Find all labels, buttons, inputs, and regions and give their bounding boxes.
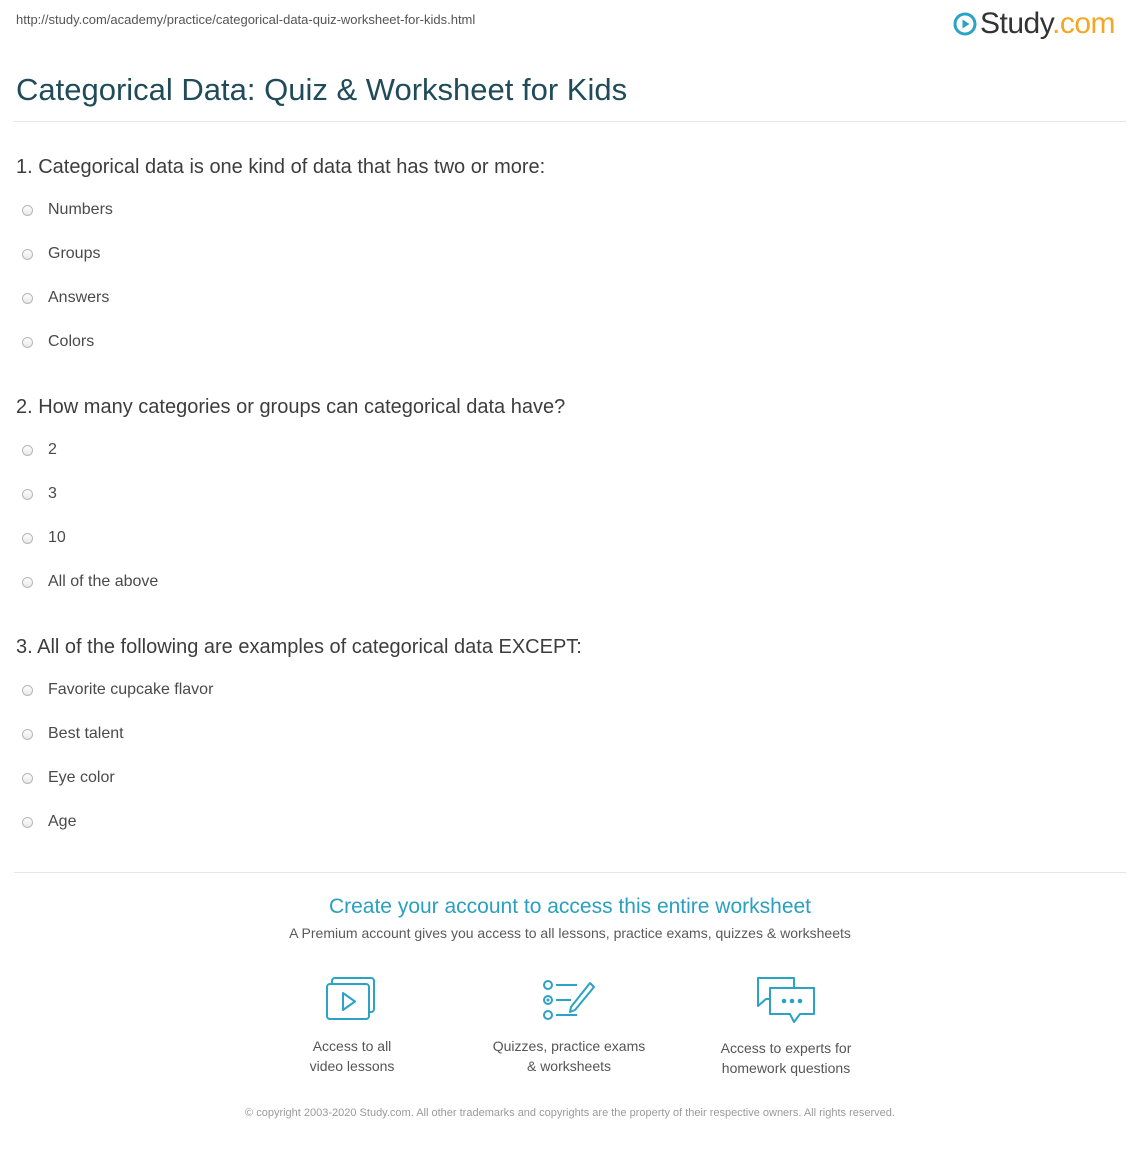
radio-button[interactable]	[22, 489, 33, 500]
divider	[14, 872, 1126, 873]
quiz-checklist-icon	[541, 975, 597, 1025]
chat-bubbles-icon	[754, 975, 818, 1027]
feature-label: Quizzes, practice exams & worksheets	[492, 1038, 646, 1074]
radio-button[interactable]	[22, 729, 33, 740]
video-lessons-icon	[324, 975, 380, 1025]
radio-button[interactable]	[22, 249, 33, 260]
page-url: http://study.com/academy/practice/categorical-data-quiz-worksheet-for-kids.html	[16, 12, 476, 27]
q3-option-3[interactable]: Eye color	[22, 766, 115, 790]
logo-text: Study.com	[979, 7, 1115, 40]
feature-label: Access to all video lessons	[309, 1038, 395, 1074]
radio-button[interactable]	[22, 293, 33, 304]
radio-button[interactable]	[22, 577, 33, 588]
page-title: Categorical Data: Quiz & Worksheet for Kids	[16, 72, 628, 107]
radio-button[interactable]	[22, 773, 33, 784]
question-3-text: 3. All of the following are examples of categorical data EXCEPT:	[16, 636, 582, 658]
study-logo[interactable]	[953, 6, 1115, 42]
play-circle-icon	[953, 12, 977, 36]
q1-option-2[interactable]: Groups	[22, 242, 100, 266]
q2-option-2[interactable]: 3	[22, 482, 57, 506]
q3-option-4[interactable]: Age	[22, 810, 76, 834]
radio-button[interactable]	[22, 533, 33, 544]
feature-quizzes	[469, 975, 669, 1076]
q2-option-4[interactable]: All of the above	[22, 570, 158, 594]
radio-button[interactable]	[22, 205, 33, 216]
divider	[14, 121, 1126, 122]
feature-label: Access to experts for homework questions	[720, 1040, 852, 1076]
create-account-link[interactable]: Create your account to access this entire worksheet	[328, 895, 812, 918]
q1-option-1[interactable]: Numbers	[22, 198, 113, 222]
q3-option-2[interactable]: Best talent	[22, 722, 124, 746]
radio-button[interactable]	[22, 445, 33, 456]
q1-option-3[interactable]: Answers	[22, 286, 109, 310]
copyright-text: © copyright 2003-2020 Study.com. All other trademarks and copyrights are the property of their respective owners. All rights reserved.	[245, 1107, 895, 1119]
premium-description: A Premium account gives you access to all lessons, practice exams, quizzes & worksheets	[289, 925, 851, 941]
feature-video-lessons	[252, 975, 452, 1076]
q1-option-4[interactable]: Colors	[22, 330, 94, 354]
q3-option-1[interactable]: Favorite cupcake flavor	[22, 678, 213, 702]
feature-experts	[686, 975, 886, 1078]
question-1-text: 1. Categorical data is one kind of data that has two or more:	[16, 156, 546, 178]
q2-option-3[interactable]: 10	[22, 526, 66, 550]
q2-option-1[interactable]: 2	[22, 438, 57, 462]
radio-button[interactable]	[22, 817, 33, 828]
radio-button[interactable]	[22, 337, 33, 348]
radio-button[interactable]	[22, 685, 33, 696]
question-2-text: 2. How many categories or groups can categorical data have?	[16, 396, 566, 418]
